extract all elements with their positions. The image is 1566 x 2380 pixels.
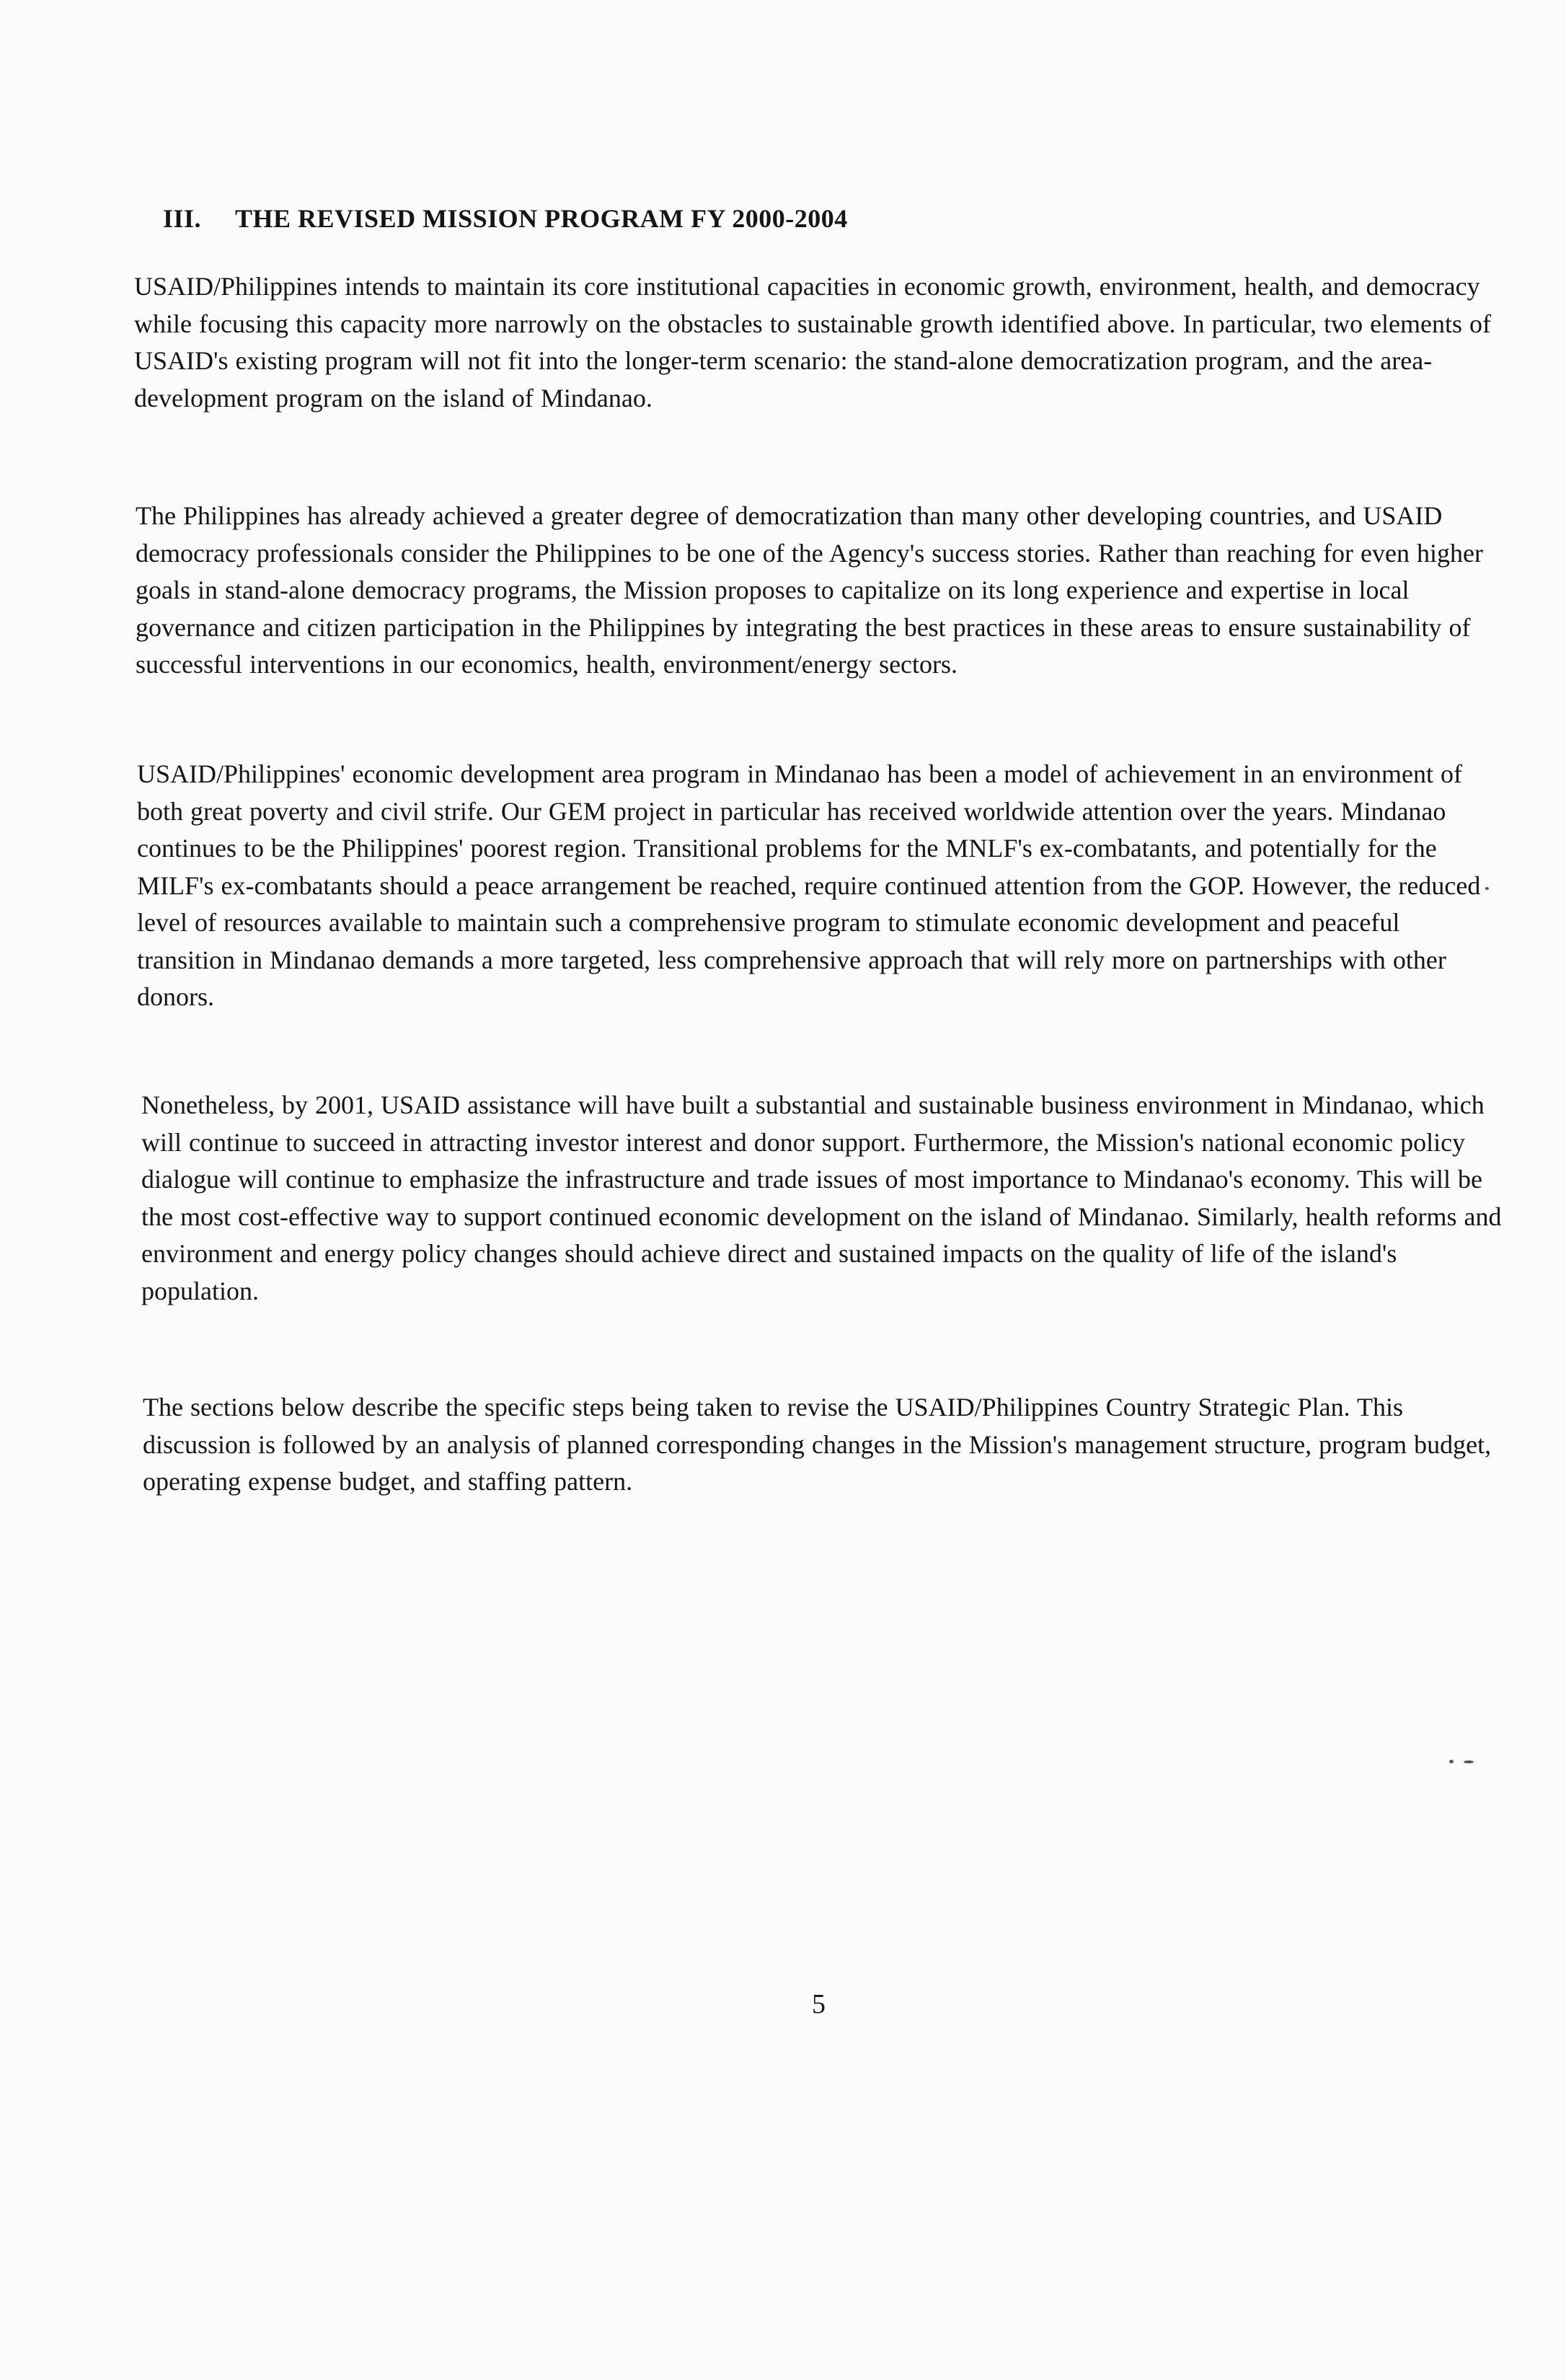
section-number: III. [163,204,202,233]
paragraph-mindanao-program: USAID/Philippines' economic development area program in Mindanao has been a model of achievement in an environment of both great poverty and civil strife. Our GEM project in particular has received worldwide attention over the years. Mindanao continues to be the Philippines' poorest region. Transitional problems for the MNLF's ex-combatants, and potentially for the MILF's ex-combatants should a peace arrangement be reached, require continued attention from the GOP. However, the reduced level of resources available to maintain such a comprehensive program to stimulate economic development and peaceful transition in Mindanao demands a more targeted, less comprehensive approach that will rely more on partnerships with other donors. [137,759,1481,1011]
page-number: 5 [812,1989,826,2019]
paragraph-business-environment: Nonetheless, by 2001, USAID assistance will have built a substantial and sustainable business environment in Mindanao, which will continue to succeed in attracting investor interest and donor support. Furthermore, the Mission's national economic policy dialogue will continue to emphasize the infrastructure and trade issues of most importance to Mindanao's economy. This will be the most cost-effective way to support continued economic development on the island of Mindanao. Similarly, health reforms and environment and energy policy changes should achieve direct and sustained impacts on the quality of life of the island's population. [141,1090,1502,1305]
scan-speck [1449,1760,1454,1763]
scan-speck [1464,1760,1474,1763]
section-title: THE REVISED MISSION PROGRAM FY 2000-2004 [235,204,848,233]
section-heading [163,203,848,234]
scan-speck [1485,887,1489,890]
paragraph-democratization: The Philippines has already achieved a greater degree of democratization than many other developing countries, and USAID democracy professionals consider the Philippines to be one of the Agency's success stories. Rather than reaching for even higher goals in stand-alone democracy programs, the Mission proposes to capitalize on its long experience and expertise in local governance and citizen participation in the Philippines by integrating the best practices in these areas to ensure sustainability of successful interventions in our economics, health, environment/energy sectors. [136,501,1483,679]
paragraph-sections-below: The sections below describe the specific steps being taken to revise the USAID/Philippines Country Strategic Plan. This discussion is followed by an analysis of planned corresponding changes in the Mission's management structure, program budget, operating expense budget, and staffing pattern. [143,1393,1492,1496]
paragraph-core-capacities: USAID/Philippines intends to maintain its core institutional capacities in economic growth, environment, health, and democracy while focusing this capacity more narrowly on the obstacles to sustainable growth identified above. In particular, two elements of USAID's existing program will not fit into the longer-term scenario: the stand-alone democratization program, and the area-development program on the island of Mindanao. [134,272,1492,413]
